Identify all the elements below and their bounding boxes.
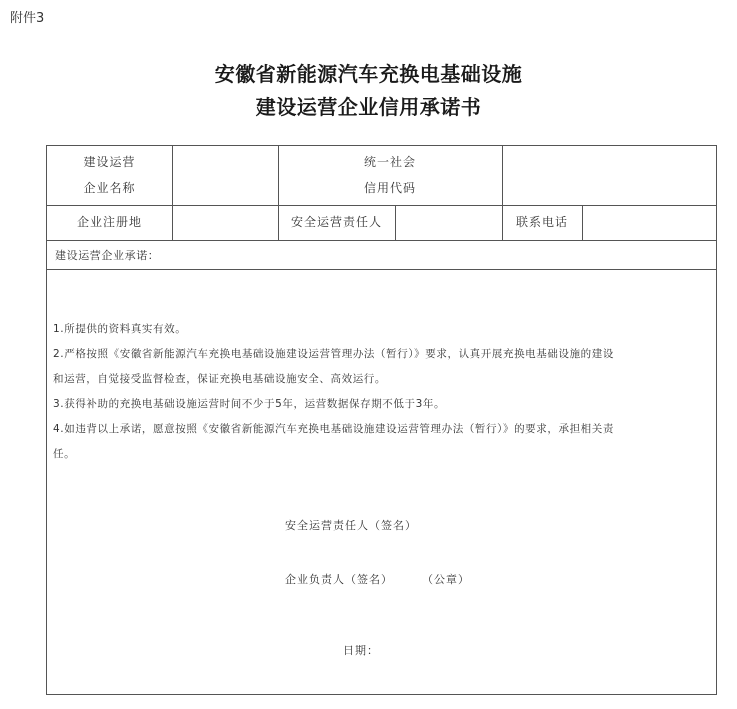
commitment-header: 建设运营企业承诺： <box>55 249 160 262</box>
commitment-item-1: 1.所提供的资料真实有效。 <box>53 323 187 335</box>
row-divider <box>47 269 716 270</box>
enterprise-name-field[interactable] <box>173 146 278 205</box>
document-title-line-2: 建设运营企业信用承诺书 <box>255 95 482 119</box>
safety-person-label: 安全运营责任人 <box>290 215 382 229</box>
phone-field[interactable] <box>583 206 717 240</box>
credit-code-label-line-1: 统一社会 <box>363 155 416 169</box>
phone-label: 联系电话 <box>515 215 568 229</box>
row-divider <box>47 240 716 241</box>
registered-address-label: 企业注册地 <box>76 215 142 229</box>
safety-person-field[interactable] <box>396 206 502 240</box>
commitment-item-4: 4.如违背以上承诺，愿意按照《安徽省新能源汽车充换电基础设施建设运营管理办法（暂行）》的要求，承担相关责 <box>53 423 614 435</box>
enterprise-name-label-line-2: 企业名称 <box>83 181 136 195</box>
credit-code-label-line-2: 信用代码 <box>363 181 416 195</box>
commitment-form-table <box>46 145 717 695</box>
commitment-item-4-continued: 任。 <box>53 448 76 460</box>
official-seal: （公章） <box>422 573 470 586</box>
document-title-line-1: 安徽省新能源汽车充换电基础设施 <box>214 62 523 86</box>
commitment-item-2: 2.严格按照《安徽省新能源汽车充换电基础设施建设运营管理办法（暂行）》要求，认真开展充换电基础设施的建设 <box>53 348 614 360</box>
attachment-label: 附件3 <box>10 11 45 26</box>
credit-code-field[interactable] <box>503 146 717 205</box>
commitment-item-3: 3.获得补助的充换电基础设施运营时间不少于5年，运营数据保存期不低于3年。 <box>53 398 446 410</box>
registered-address-field[interactable] <box>173 206 278 240</box>
commitment-item-2-continued: 和运营，自觉接受监督检查，保证充换电基础设施安全、高效运行。 <box>53 373 386 385</box>
safety-person-signature: 安全运营责任人（签名） <box>285 519 417 532</box>
enterprise-name-label-line-1: 建设运营 <box>83 155 136 169</box>
date-label: 日期： <box>343 644 379 657</box>
legal-person-signature: 企业负责人（签名） <box>285 573 393 586</box>
